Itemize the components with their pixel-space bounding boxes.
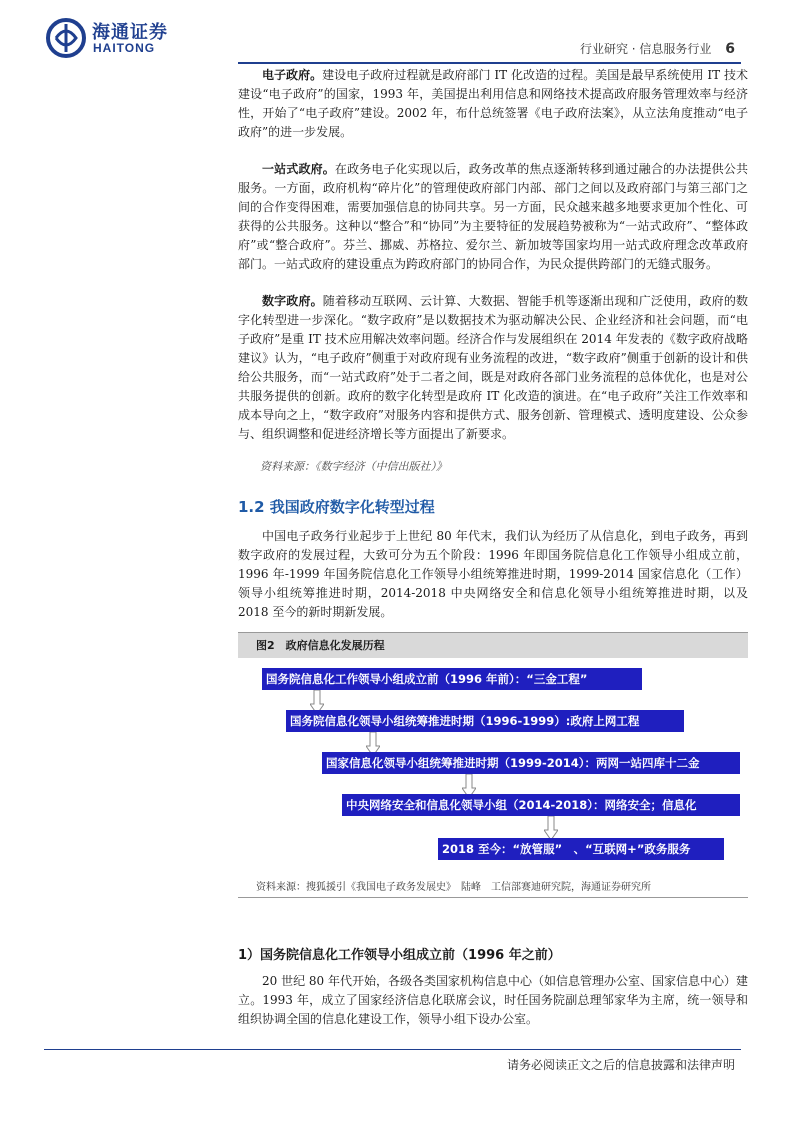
stage-3: 国家信息化领导小组统筹推进时期（1999-2014）：两网一站四库十二金 (322, 752, 740, 774)
paragraph-text: 随着移动互联网、云计算、大数据、智能手机等逐渐出现和广泛使用，政府的数字化转型进一步深化。“数字政府”是以数据技术为驱动解决公民、企业经济和社会问题，而“电子政府”是重 IT 技术应用解决效率问题。经济合作与发展组织在 2014 年发表的《数字政府战略建议》认为，“电子政府”侧重于对政府现有业务流程的改进，“数字政府”侧重于创新的设计和供给公共服务，而“一站式政府”处于二者之间，既是对政府各部门业务流程的总体优化，也是对公共服务提供的创新。政府的数字化转型是政府 IT 化改造的演进。在“电子政府”关注工作效率和成本导向之上，“数字政府”对服务内容和提供方式、服务创新、管理模式、透明度建设、公众参与、组织调整和促进经济增长等方面提出了新要求。 (238, 294, 748, 441)
footer-divider (44, 1049, 741, 1050)
section-title: 1.2 我国政府数字化转型过程 (238, 498, 435, 516)
header-info (580, 40, 735, 57)
paragraph-text: 在政务电子化实现以后，政务改革的焦点逐渐转移到通过融合的办法提供公共服务。一方面，政府机构“碎片化”的管理使政府部门内部、部门之间以及政府部门与第三部门之间的合作变得困难，需要加强信息的协同共享。另一方面，民众越来越多地要求更加个性化、可获得的公共服务。这种以“整合”和“协同”为主要特征的发展趋势被称为“一站式政府”、“整体政府”或“整合政府”。芬兰、挪威、苏格拉、爱尔兰、新加坡等国家均用一站式政府理念改革政府部门。一站式政府的建设重点为跨政府部门的协同合作，为民众提供跨部门的无缝式服务。 (238, 162, 748, 271)
figure-gov-informatization (238, 632, 748, 898)
down-arrow-icon (544, 816, 558, 840)
paragraph-text: 建设电子政府过程就是政府部门 IT 化改造的过程。美国是最早系统使用 IT 技术建设“电子政府”的国家，1993 年，美国提出利用信息和网络技术提高政府服务管理效率与经济性，开始了“电子政府”建设。2002 年，布什总统签署《电子政府法案》，从立法角度推动“电子政府”的进一步发展。 (238, 68, 748, 139)
page-number: 6 (725, 41, 735, 57)
header-divider (238, 62, 741, 64)
main-content (238, 66, 748, 622)
logo-chinese-name: 海通证券 (92, 22, 168, 43)
figure-title: 图2 政府信息化发展历程 (238, 632, 748, 658)
section-intro: 中国电子政务行业起步于上世纪 80 年代末，我们认为经历了从信息化，到电子政务，再到数字政府的发展过程，大致可分为五个阶段：1996 年即国务院信息化工作领导小组成立前，1996 年-1999 年国务院信息化工作领导小组统筹推进时期，1999-2014 国家信息化（工作）领导小组统筹推进时期，2014-2018 中央网络安全和信息化领导小组统筹推进时期，以及 2018 至今的新时期新发展。 (238, 529, 748, 619)
paragraph-one-stop-government (238, 160, 748, 274)
stage-5: 2018 至今：“放管服” 、“互联网+”政务服务 (438, 838, 724, 860)
paragraph-lead: 数字政府。 (262, 294, 323, 308)
paragraph-lead: 一站式政府。 (262, 162, 335, 176)
logo-english-name: HAITONG (93, 41, 156, 55)
source-note: 资料来源：《数字经济（中信出版社）》 (260, 460, 447, 473)
stage-1: 国务院信息化工作领导小组成立前（1996 年前）：“三金工程” (262, 668, 642, 690)
subsection-body (238, 972, 748, 1029)
subsection-heading: 1）国务院信息化工作领导小组成立前（1996 年之前） (238, 948, 561, 963)
paragraph-pre-1996: 20 世纪 80 年代开始，各级各类国家机构信息中心（如信息管理办公室、国家信息中心）建立。1993 年，成立了国家经济信息化联席会议，时任国务院副总理邹家华为主席，统一领导和组织协调全国的信息化建设工作，领导小组下设办公室。 (238, 974, 748, 1026)
paragraph-e-government (238, 66, 748, 142)
paragraph-digital-government (238, 292, 748, 444)
header-section: 行业研究 · 信息服务行业 (579, 42, 712, 56)
footer-disclaimer: 请务必阅读正文之后的信息披露和法律声明 (506, 1058, 735, 1072)
stage-2: 国务院信息化领导小组统筹推进时期（1996-1999）:政府上网工程 (286, 710, 684, 732)
figure-source: 资料来源：搜狐援引《我国电子政务发展史》 陆峰 工信部赛迪研究院，海通证券研究所 (238, 879, 748, 898)
paragraph-lead: 电子政府。 (262, 68, 323, 82)
stage-4: 中央网络安全和信息化领导小组（2014-2018）：网络安全；信息化 (342, 794, 740, 816)
